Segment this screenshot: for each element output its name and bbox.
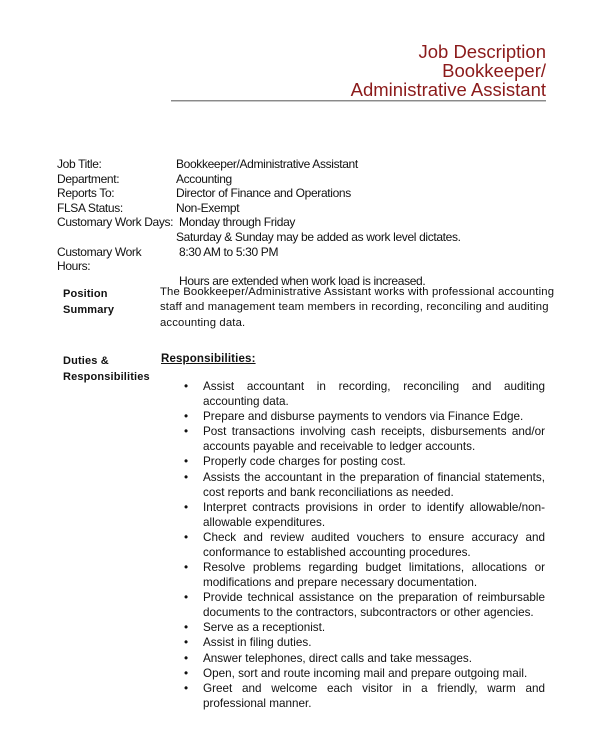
- info-label: Reports To:: [57, 186, 115, 201]
- list-item: [184, 471, 545, 501]
- info-label: Department:: [57, 171, 120, 186]
- info-row-department: [57, 172, 461, 187]
- responsibilities-heading: Responsibilities:: [161, 353, 256, 365]
- list-item: [184, 380, 545, 410]
- label-line: Summary: [63, 303, 115, 316]
- label-line: Responsibilities: [63, 370, 150, 383]
- list-item-text: Provide technical assistance on the preparation of reimbursable documents to the contractors, subcontractors or other agencies.: [203, 591, 545, 619]
- info-value: Saturday & Sunday may be added as work level dictates.: [176, 229, 461, 244]
- responsibilities-list: [184, 380, 545, 712]
- info-row-work-days-note: [57, 230, 461, 245]
- title-line-1: Job Description: [418, 41, 546, 62]
- info-label: Customary Work Days:: [57, 215, 174, 230]
- list-item: [184, 652, 545, 667]
- list-item: [184, 621, 545, 636]
- document-title: [351, 42, 546, 99]
- info-row-work-hours: [57, 245, 461, 274]
- bullet-icon: •: [184, 621, 189, 635]
- list-item-text: Resolve problems regarding budget limitations, allocations or modifications and prepare necessary documentation.: [203, 560, 545, 589]
- info-value: Monday through Friday: [179, 215, 296, 230]
- info-value: Hours are extended when work load is increased.: [179, 273, 426, 288]
- bullet-icon: •: [184, 666, 189, 680]
- bullet-icon: •: [184, 560, 189, 574]
- list-item: [184, 561, 545, 591]
- list-item: [184, 410, 545, 425]
- label-line: Duties &: [63, 355, 109, 367]
- list-item-text: Interpret contracts provisions in order to identify allowable/non-allowable expenditures.: [203, 500, 545, 529]
- bullet-icon: •: [184, 380, 189, 393]
- list-item-text: Post transactions involving cash receipts, disbursements and/or accounts payable and receivable to ledger accounts.: [203, 425, 545, 454]
- info-value: Accounting: [176, 171, 232, 186]
- list-item: [184, 455, 545, 470]
- list-item: [184, 531, 545, 561]
- list-item-text: Open, sort and route incoming mail and prepare outgoing mail.: [203, 666, 528, 680]
- title-line-2: Bookkeeper/: [442, 60, 546, 81]
- position-summary-label: [63, 287, 158, 318]
- info-label: Job Title:: [57, 157, 102, 171]
- info-value: 8:30 AM to 5:30 PM: [179, 244, 279, 259]
- info-row-work-days: [57, 215, 461, 230]
- title-line-3: Administrative Assistant: [350, 79, 546, 100]
- bullet-icon: •: [184, 455, 189, 469]
- bullet-icon: •: [184, 636, 189, 650]
- list-item-text: Assist in filing duties.: [203, 636, 312, 650]
- bullet-icon: •: [184, 470, 189, 484]
- list-item-text: Prepare and disburse payments to vendors via Finance Edge.: [203, 410, 524, 424]
- info-row-flsa-status: [57, 201, 461, 216]
- position-summary-text: The Bookkeeper/Administrative Assistant works with professional accounting staff and management team members in recording, reconciling and auditing accounting data.: [160, 286, 555, 329]
- info-value: Bookkeeper/Administrative Assistant: [176, 157, 358, 171]
- bullet-icon: •: [184, 681, 189, 695]
- info-value: Non-Exempt: [176, 200, 240, 215]
- info-row-job-title: [57, 157, 461, 172]
- list-item: [184, 682, 545, 712]
- info-value: Director of Finance and Operations: [176, 186, 351, 201]
- bullet-icon: •: [184, 410, 189, 424]
- label-line: Position: [63, 288, 108, 300]
- list-item: [184, 591, 545, 621]
- info-label: FLSA Status:: [57, 200, 123, 215]
- list-item-text: Check and review audited vouchers to ensure accuracy and conformance to established accounting procedures.: [203, 530, 545, 559]
- list-item: [184, 636, 545, 651]
- list-item-text: Answer telephones, direct calls and take messages.: [203, 651, 472, 665]
- list-item: [184, 667, 545, 682]
- bullet-icon: •: [184, 591, 189, 605]
- info-label: Customary Work Hours:: [57, 244, 142, 274]
- bullet-icon: •: [184, 651, 189, 665]
- duties-label: [63, 354, 158, 385]
- list-item: [184, 501, 545, 531]
- list-item-text: Properly code charges for posting cost.: [203, 455, 406, 469]
- bullet-icon: •: [184, 500, 189, 514]
- bullet-icon: •: [184, 425, 189, 439]
- list-item-text: Serve as a receptionist.: [203, 621, 326, 635]
- title-divider: [171, 100, 546, 102]
- list-item-text: Assist accountant in recording, reconciling and auditing accounting data.: [203, 380, 545, 408]
- bullet-icon: •: [184, 530, 189, 544]
- info-label: [57, 230, 176, 245]
- job-info-table: [57, 157, 461, 288]
- list-item-text: Greet and welcome each visitor in a friendly, warm and professional manner.: [203, 681, 545, 710]
- list-item: [184, 425, 545, 455]
- info-row-reports-to: [57, 186, 461, 201]
- list-item-text: Assists the accountant in the preparation of financial statements, cost reports and bank reconciliations as needed.: [203, 470, 545, 499]
